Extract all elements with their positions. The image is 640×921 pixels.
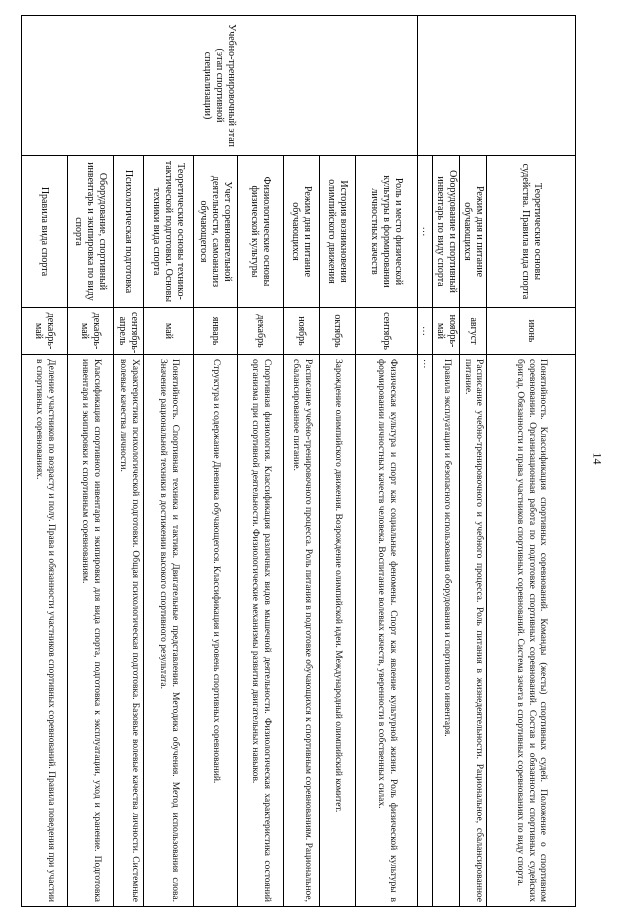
- content-cell: Правила эксплуатации и безопасного использования оборудования и спортивного инвентаря.: [433, 355, 460, 907]
- content-cell: Расписание учебно-тренировочного и учебного процесса. Роль питания в жизнедеятельности. Рациональное, сбалансированное питание.: [460, 355, 487, 907]
- table-row: [356, 16, 418, 907]
- content-cell: Расписание учебно-тренировочного процесса. Роль питания в подготовке обучающихся к спортивным соревнованиям. Рациональное, сбалансированное питание.: [284, 355, 320, 907]
- month-cell: сентябрь: [356, 308, 418, 355]
- topic-cell: Роль и место физической культуры в формировании личностных качеств: [356, 156, 418, 308]
- month-cell: май: [144, 308, 194, 355]
- content-cell: Спортивная физиология. Классификация различных видов мышечной деятельности. Физиологическая характеристика состояний организма при спортивной деятельности. Физиологические механизмы развития двигательных навыков.: [238, 355, 284, 907]
- table-frame: [33, 15, 576, 907]
- topic-cell: Учет соревновательной деятельности, самоанализ обучающегося: [194, 156, 238, 308]
- month-cell: октябрь: [320, 308, 356, 355]
- month-cell: август: [460, 308, 487, 355]
- topic-cell: Режим дня и питание обучающихся: [284, 156, 320, 308]
- month-cell: июнь: [487, 308, 576, 355]
- topic-cell: Оборудование, спортивный инвентарь и экипировка по виду спорта: [68, 156, 114, 308]
- month-cell: …: [418, 308, 433, 355]
- topic-cell: Физиологические основы физической культуры: [238, 156, 284, 308]
- table-row: [487, 16, 576, 907]
- month-cell: декабрь: [238, 308, 284, 355]
- topic-cell: Теоретические основы судейства. Правила вида спорта: [487, 156, 576, 308]
- content-cell: Классификация спортивного инвентаря и экипировки для вида спорта, подготовка к эксплуатации, уход и хранение. Подготовка инвентаря и экипировки к спортивным соревнованиям.: [68, 355, 114, 907]
- page-number: 14: [590, 452, 605, 465]
- month-cell: ноябрь: [284, 308, 320, 355]
- topic-cell: Теоретические основы технико-тактической подготовки. Основы техники вида спорта: [144, 156, 194, 308]
- month-cell: сентябрь-апрель: [114, 308, 144, 355]
- month-cell: декабрь-май: [22, 308, 68, 355]
- content-cell: Понятийность. Классификация спортивных соревнований. Команды (жесты) спортивных судей. Положение о спортивном соревновании. Организационная работа по подготовке спортивных соревнований. Состав и обязанности спортивных судейских бригад. Обязанности и права участников спортивных соревнований. Система зачета в спортивных соревнованиях по виду спорта.: [487, 355, 576, 907]
- content-cell: Характеристика психологической подготовки. Общая психологическая подготовка. Базовые волевые качества личности. Системные волевые качества личности.: [114, 355, 144, 907]
- topic-cell: Правила вида спорта: [22, 156, 68, 308]
- topic-cell: …: [418, 156, 433, 308]
- topic-cell: Режим дня и питание обучающихся: [460, 156, 487, 308]
- content-cell: Физическая культура и спорт как социальные феномены. Спорт как явление культурной жизни. Роль физической культуры в формировании личностных качеств человека. Воспитание волевых качеств, уверенности в собственных силах.: [356, 355, 418, 907]
- content-cell: Понятийность. Спортивная техника и тактика. Двигательные представления. Методика обучения. Метод использования слова. Значение рациональной техники в достижении высокого спортивного результата.: [144, 355, 194, 907]
- month-cell: декабрь-май: [68, 308, 114, 355]
- stage-cell: Учебно-тренировочный этап (этап спортивной специализации): [22, 16, 418, 156]
- content-cell: Деление участников по возрасту и полу. Права и обязанности участников спортивных соревнований. Правила поведения при участии в спортивных соревнованиях.: [22, 355, 68, 907]
- month-cell: январь: [194, 308, 238, 355]
- topic-cell: Психологическая подготовка: [114, 156, 144, 308]
- topic-cell: Оборудование и спортивный инвентарь по виду спорта: [433, 156, 460, 308]
- topic-cell: История возникновения олимпийского движения: [320, 156, 356, 308]
- content-cell: Зарождение олимпийского движения. Возрождение олимпийской идеи. Международный олимпийский комитет.: [320, 355, 356, 907]
- month-cell: ноябрь-май: [433, 308, 460, 355]
- content-cell: Структура и содержание Дневника обучающегося. Классификация и уровень спортивных соревнований.: [194, 355, 238, 907]
- content-cell: …: [418, 355, 433, 907]
- stage-cell-previous: [418, 16, 576, 156]
- program-table: [21, 15, 576, 907]
